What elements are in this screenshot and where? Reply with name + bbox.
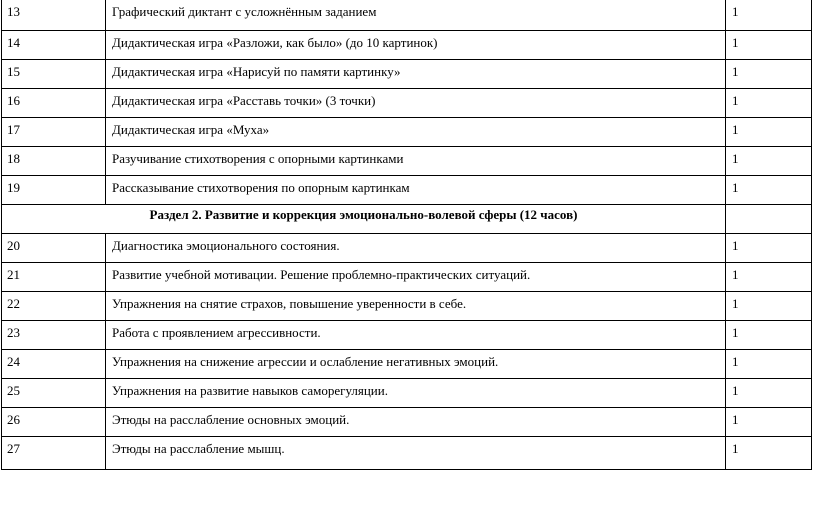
row-number: 21 [2,262,106,291]
row-title: Дидактическая игра «Муха» [106,117,726,146]
row-title: Упражнения на снятие страхов, повышение уверенности в себе. [106,291,726,320]
row-title: Работа с проявлением агрессивности. [106,320,726,349]
row-title: Рассказывание стихотворения по опорным картинкам [106,175,726,204]
row-title: Упражнения на развитие навыков саморегуляции. [106,378,726,407]
table-row [2,0,812,30]
row-number: 26 [2,407,106,436]
table-row [2,262,812,291]
row-title: Разучивание стихотворения с опорными картинками [106,146,726,175]
row-number: 20 [2,233,106,262]
row-title: Дидактическая игра «Нарисуй по памяти картинку» [106,59,726,88]
row-title: Дидактическая игра «Разложи, как было» (до 10 картинок) [106,30,726,59]
row-number: 23 [2,320,106,349]
table-row [2,59,812,88]
row-title: Графический диктант с усложнённым заданием [106,0,726,30]
row-number: 14 [2,30,106,59]
table-row [2,233,812,262]
table-row [2,146,812,175]
row-number: 24 [2,349,106,378]
row-hours: 1 [726,320,812,349]
row-hours: 1 [726,117,812,146]
row-hours: 1 [726,291,812,320]
row-number: 27 [2,436,106,469]
row-title: Этюды на расслабление мышц. [106,436,726,469]
row-hours: 1 [726,378,812,407]
row-hours: 1 [726,349,812,378]
table-row [2,349,812,378]
row-number: 19 [2,175,106,204]
row-hours: 1 [726,30,812,59]
row-hours: 1 [726,146,812,175]
row-number: 16 [2,88,106,117]
row-hours: 1 [726,0,812,30]
table-row [2,378,812,407]
row-title: Диагностика эмоционального состояния. [106,233,726,262]
row-title: Развитие учебной мотивации. Решение проблемно-практических ситуаций. [106,262,726,291]
row-hours: 1 [726,436,812,469]
row-hours: 1 [726,88,812,117]
row-number: 13 [2,0,106,30]
row-hours: 1 [726,233,812,262]
row-number: 18 [2,146,106,175]
table-row [2,88,812,117]
row-number: 15 [2,59,106,88]
row-hours: 1 [726,59,812,88]
section-header-row [2,204,812,233]
row-title: Этюды на расслабление основных эмоций. [106,407,726,436]
table-row [2,175,812,204]
table-row [2,30,812,59]
table-row [2,407,812,436]
row-hours: 1 [726,262,812,291]
section-hours-cell [726,204,812,233]
row-number: 25 [2,378,106,407]
table-row [2,320,812,349]
section-title: Раздел 2. Развитие и коррекция эмоционально-волевой сферы (12 часов) [2,204,726,233]
lesson-plan-table [1,0,812,470]
row-hours: 1 [726,175,812,204]
row-title: Дидактическая игра «Расставь точки» (3 точки) [106,88,726,117]
table-row [2,117,812,146]
table-row [2,436,812,469]
table-row [2,291,812,320]
row-number: 17 [2,117,106,146]
row-number: 22 [2,291,106,320]
row-title: Упражнения на снижение агрессии и ослабление негативных эмоций. [106,349,726,378]
row-hours: 1 [726,407,812,436]
